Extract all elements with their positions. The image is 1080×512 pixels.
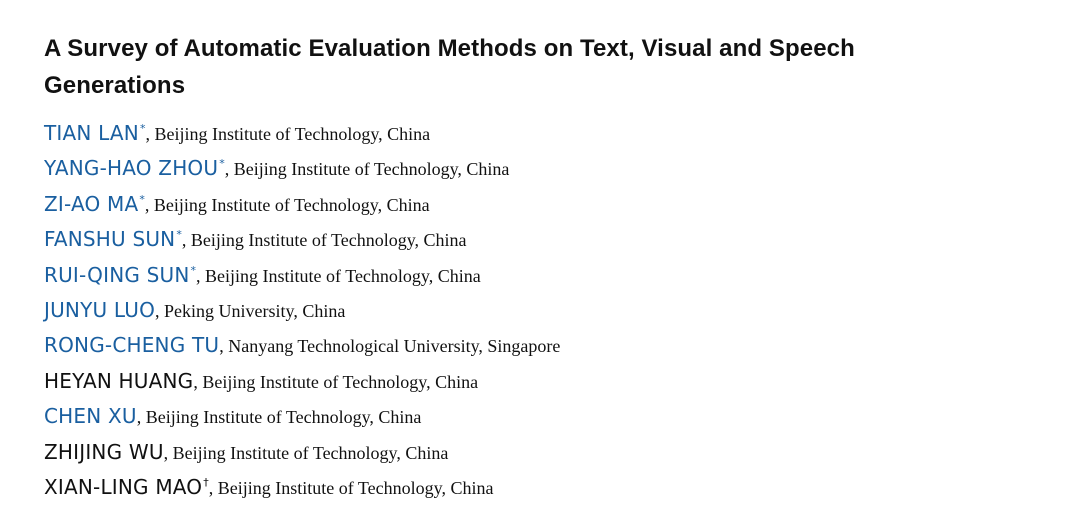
paper-header xyxy=(44,30,1044,505)
author-affiliation: Nanyang Technological University, Singapore xyxy=(228,336,561,357)
author-separator: , xyxy=(163,442,173,463)
author-footnote-mark: * xyxy=(139,192,145,206)
author-separator: , xyxy=(208,477,218,498)
author-name[interactable]: YANG-HAO ZHOU xyxy=(44,156,219,181)
author-affiliation: Beijing Institute of Technology, China xyxy=(190,230,467,251)
author-name[interactable]: RONG-CHENG TU xyxy=(44,333,220,358)
author-name: HEYAN HUANG xyxy=(44,368,194,393)
author-separator: , xyxy=(181,230,191,251)
author-name[interactable]: CHEN XU xyxy=(44,404,137,429)
author-name[interactable]: TIAN LAN xyxy=(44,121,139,145)
author-name[interactable]: ZI-AO MA xyxy=(44,191,139,216)
author-separator: , xyxy=(196,265,206,286)
author-entry xyxy=(44,364,1044,399)
author-entry xyxy=(44,116,1044,151)
author-entry xyxy=(44,399,1044,434)
author-separator: , xyxy=(155,300,165,321)
author-footnote-mark: * xyxy=(176,228,182,242)
author-entry xyxy=(44,187,1044,222)
author-entry xyxy=(44,328,1044,363)
author-name[interactable]: RUI-QING SUN xyxy=(44,262,190,287)
paper-title: A Survey of Automatic Evaluation Methods on Text, Visual and Speech Generations xyxy=(44,35,855,99)
author-affiliation: Beijing Institute of Technology, China xyxy=(145,407,422,428)
author-name: XIAN-LING MAO xyxy=(44,474,203,499)
author-separator: , xyxy=(193,371,203,392)
author-separator: , xyxy=(144,194,154,215)
author-affiliation: Beijing Institute of Technology, China xyxy=(153,194,430,215)
author-footnote-mark: * xyxy=(219,157,225,171)
author-affiliation: Beijing Institute of Technology, China xyxy=(154,124,431,144)
author-affiliation: Beijing Institute of Technology, China xyxy=(202,371,479,392)
author-separator: , xyxy=(219,336,229,357)
author-affiliation: Beijing Institute of Technology, China xyxy=(233,159,510,180)
author-footnote-mark: * xyxy=(139,122,146,135)
author-entry xyxy=(44,222,1044,257)
author-name[interactable]: JUNYU LUO xyxy=(44,297,156,322)
author-separator: , xyxy=(224,159,234,180)
author-entry xyxy=(44,470,1044,505)
author-entry xyxy=(44,293,1044,328)
author-affiliation: Peking University, China xyxy=(164,300,346,321)
author-affiliation: Beijing Institute of Technology, China xyxy=(172,442,449,463)
author-affiliation: Beijing Institute of Technology, China xyxy=(205,265,481,286)
author-affiliation: Beijing Institute of Technology, China xyxy=(217,477,494,498)
author-entry xyxy=(44,258,1044,293)
author-entry xyxy=(44,435,1044,470)
author-name: ZHIJING WU xyxy=(44,439,164,464)
author-list xyxy=(44,116,1044,505)
author-footnote-mark: * xyxy=(190,263,197,277)
author-footnote-mark: † xyxy=(203,475,209,489)
author-separator: , xyxy=(145,124,155,144)
author-name[interactable]: FANSHU SUN xyxy=(44,227,176,252)
author-entry xyxy=(44,151,1044,186)
author-separator: , xyxy=(136,407,146,428)
